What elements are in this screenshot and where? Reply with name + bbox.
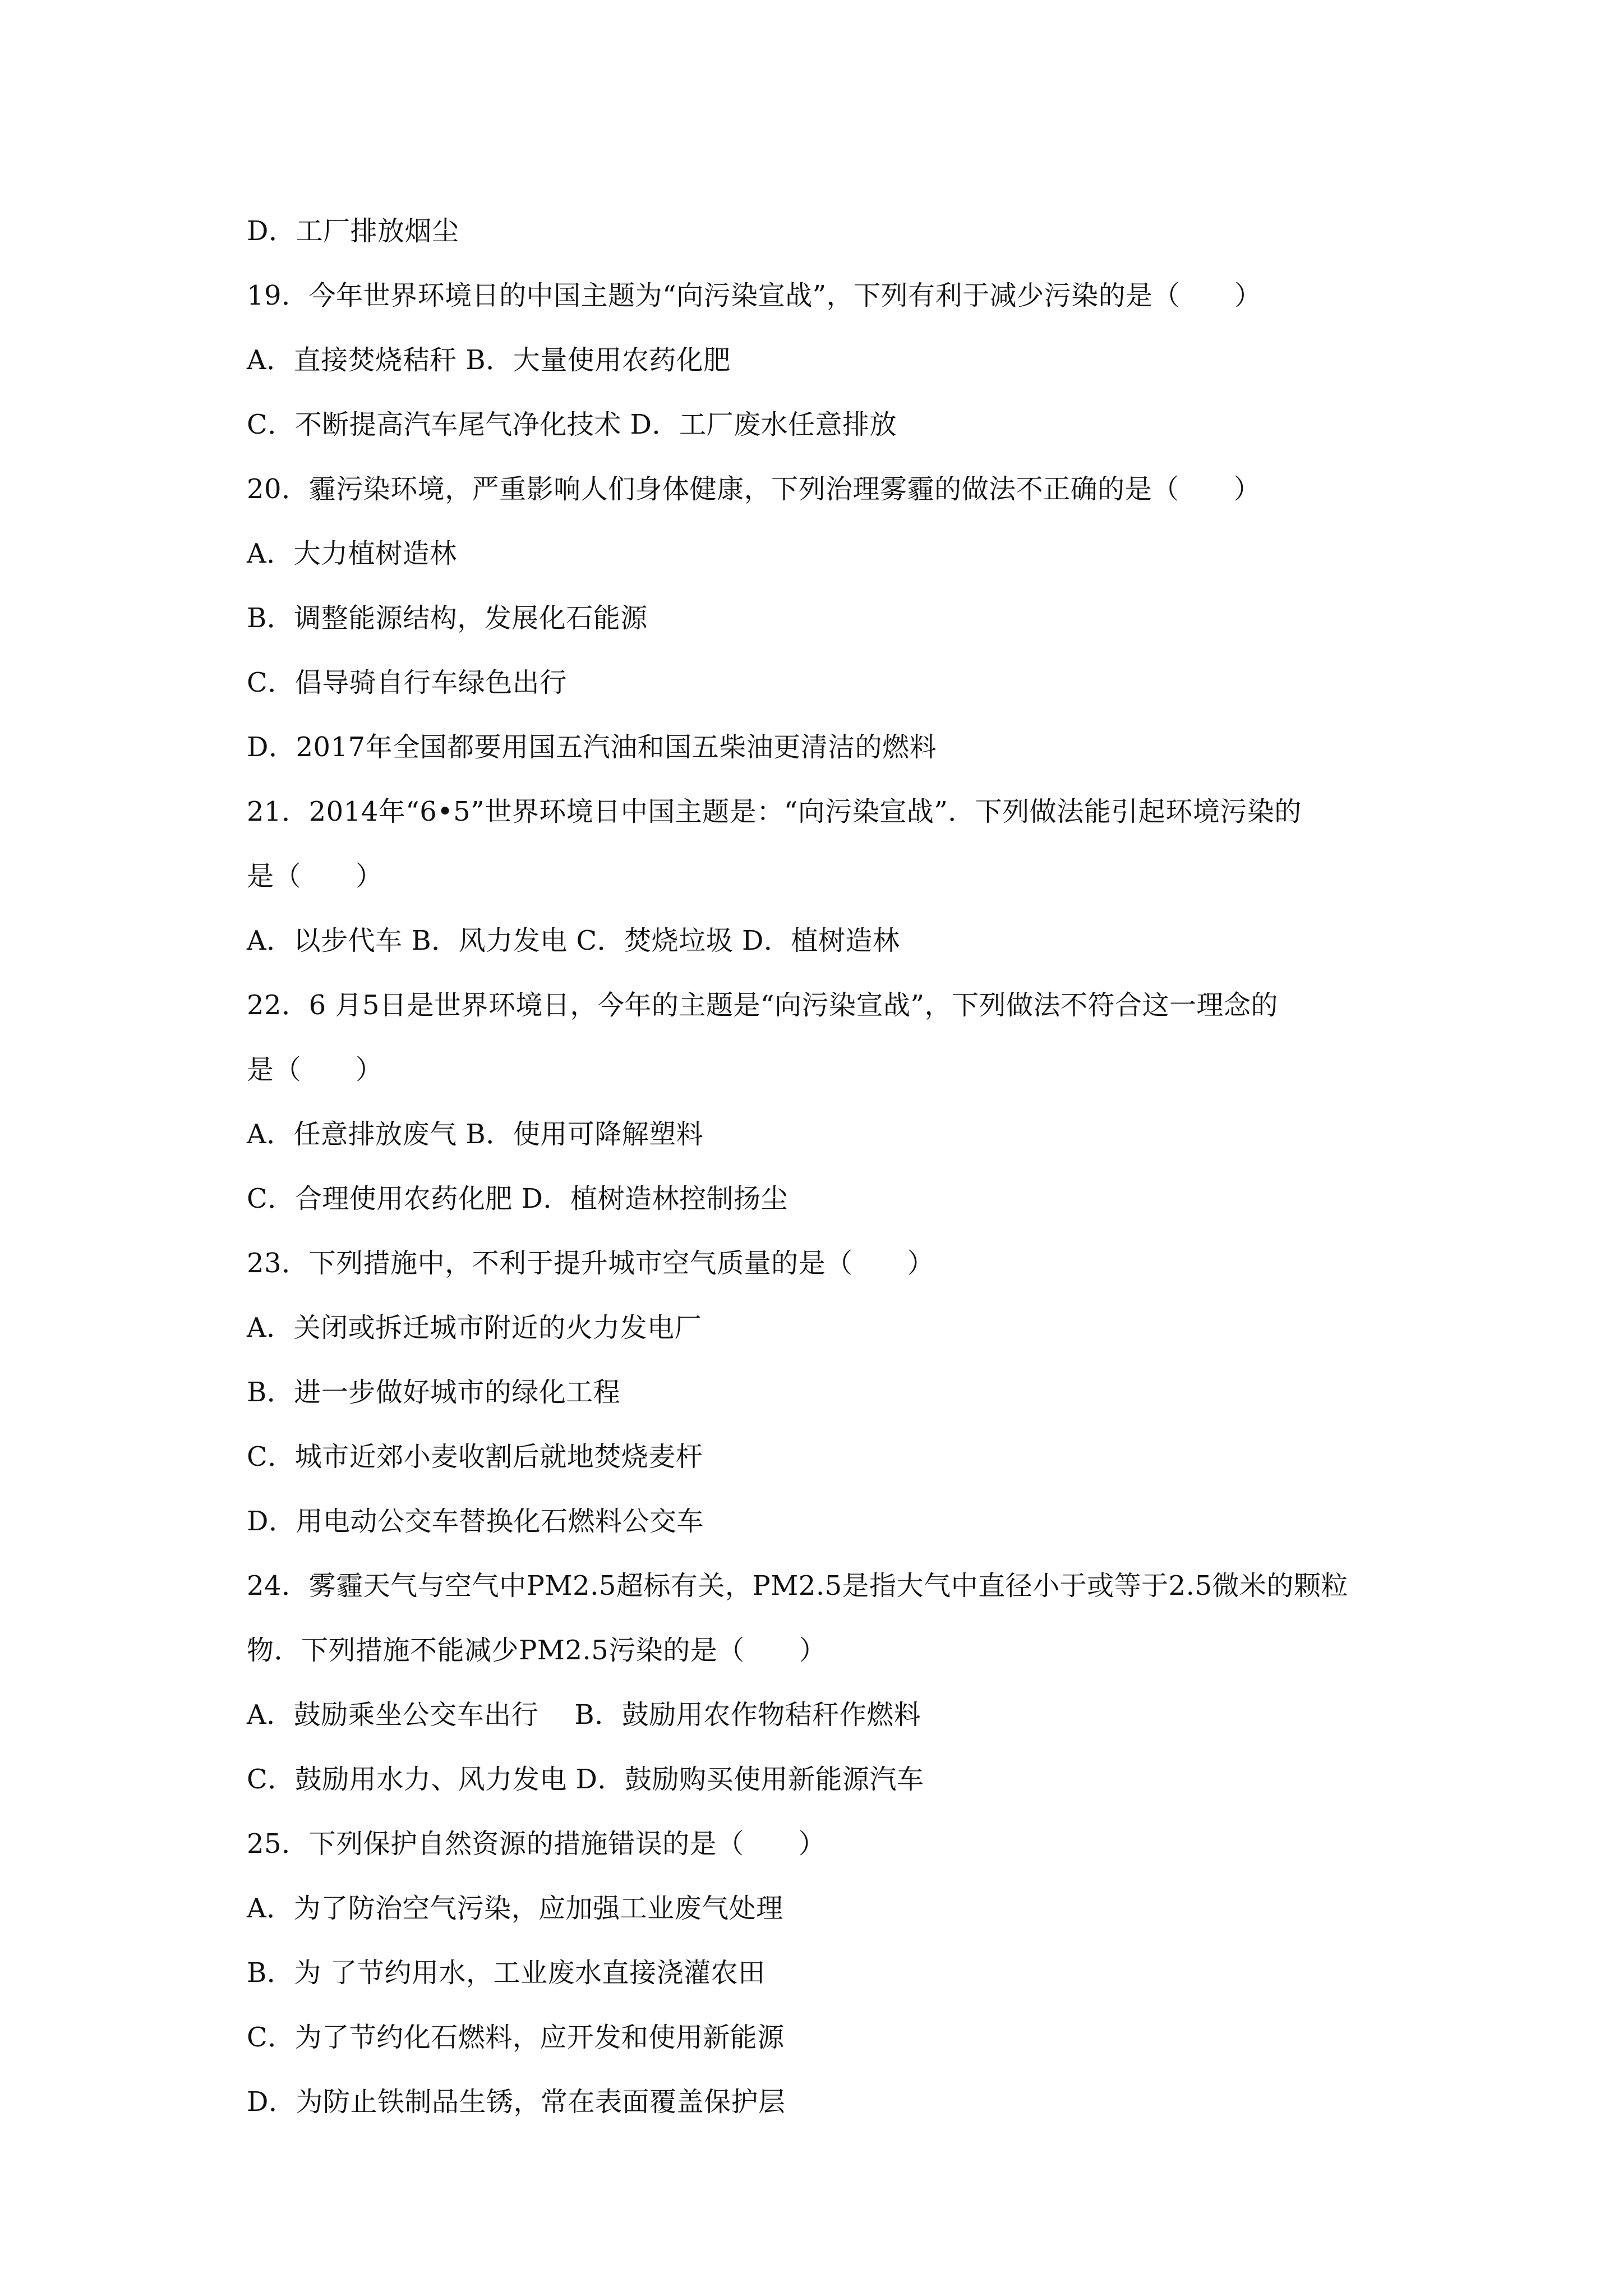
option-23-d: D．用电动公交车替换化石燃料公交车: [247, 1506, 704, 1537]
option-20-b: B．调整能源结构，发展化石能源: [247, 602, 648, 634]
option-23-c: C．城市近郊小麦收割后就地焚烧麦杆: [247, 1441, 703, 1473]
option-20-c: C．倡导骑自行车绿色出行: [247, 667, 567, 698]
question-24-cont: 物．下列措施不能减少PM2.5污染的是（ ）: [247, 1635, 827, 1666]
question-19: 19．今年世界环境日的中国主题为“向污染宣战”，下列有利于减少污染的是（ ）: [247, 280, 1262, 311]
question-24: 24．雾霾天气与空气中PM2.5超标有关，PM2.5是指大气中直径小于或等于2.5微米的颗粒: [247, 1570, 1348, 1602]
question-23: 23．下列措施中，不利于提升城市空气质量的是（ ）: [247, 1248, 935, 1279]
option-18-d: D．工厂排放烟尘: [247, 215, 459, 247]
question-20: 20．霾污染环境，严重影响人们身体健康，下列治理雾霾的做法不正确的是（ ）: [247, 473, 1261, 505]
options-19-ab: A．直接焚烧秸秆 B．大量使用农药化肥: [247, 344, 731, 376]
options-22-cd: C．合理使用农药化肥 D．植树造林控制扬尘: [247, 1183, 788, 1214]
options-19-cd: C．不断提高汽车尾气净化技术 D．工厂废水任意排放: [247, 409, 897, 440]
option-25-c: C．为了节约化石燃料，应开发和使用新能源: [247, 2022, 785, 2053]
option-25-b: B．为 了节约用水，工业废水直接浇灌农田: [247, 1957, 766, 1989]
options-21: A．以步代车 B．风力发电 C．焚烧垃圾 D．植树造林: [247, 925, 900, 956]
options-22-ab: A．任意排放废气 B．使用可降解塑料: [247, 1119, 704, 1150]
option-20-a: A．大力植树造林: [247, 538, 457, 569]
question-22: 22．6 月5日是世界环境日，今年的主题是“向污染宣战”，下列做法不符合这一理念的: [247, 990, 1278, 1021]
question-25: 25．下列保护自然资源的措施错误的是（ ）: [247, 1828, 826, 1860]
question-22-cont: 是（ ）: [247, 1054, 383, 1085]
option-23-b: B．进一步做好城市的绿化工程: [247, 1377, 621, 1408]
question-21-cont: 是（ ）: [247, 861, 383, 892]
option-20-d: D．2017年全国都要用国五汽油和国五柴油更清洁的燃料: [247, 731, 937, 763]
question-21: 21．2014年“6•5”世界环境日中国主题是：“向污染宣战”．下列做法能引起环境污染的: [247, 796, 1302, 827]
options-24-ab: A．鼓励乘坐公交车出行 B．鼓励用农作物秸秆作燃料: [247, 1699, 921, 1731]
option-25-d: D．为防止铁制品生锈，常在表面覆盖保护层: [247, 2086, 786, 2118]
options-24-cd: C．鼓励用水力、风力发电 D．鼓励购买使用新能源汽车: [247, 1764, 924, 1795]
option-25-a: A．为了防治空气污染，应加强工业废气处理: [247, 1893, 783, 1924]
option-23-a: A．关闭或拆迁城市附近的火力发电厂: [247, 1312, 702, 1343]
